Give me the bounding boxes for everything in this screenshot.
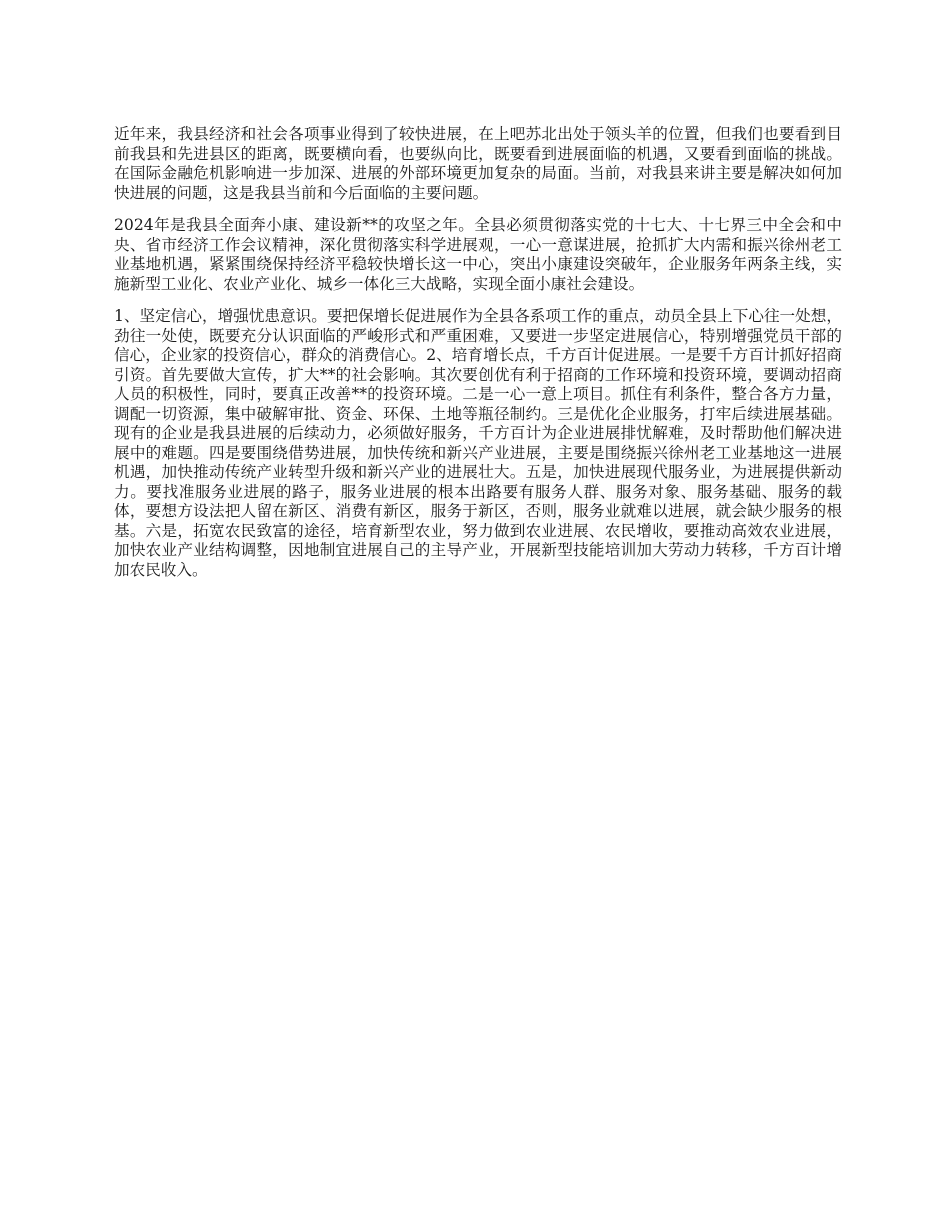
paragraph-2: 2024年是我县全面奔小康、建设新**的攻坚之年。全县必须贯彻落实党的十七大、十七界三中全会和中央、省市经济工作会议精神，深化贯彻落实科学进展观，一心一意谋进展，抢抓扩大内需和振兴徐州老工业基地机遇，紧紧围绕保持经济平稳较快增长这一中心，突出小康建设突破年，企业服务年两条主线，实施新型工业化、农业产业化、城乡一体化三大战略，实现全面小康社会建设。 [114,216,842,293]
document-body [114,125,842,593]
paragraph-3: 1、坚定信心，增强忧患意识。要把保增长促进展作为全县各系项工作的重点，动员全县上下心往一处想，劲往一处使，既要充分认识面临的严峻形式和严重困难，又要进一步坚定进展信心，特别增强党员干部的信心，企业家的投资信心，群众的消费信心。2、培育增长点，千方百计促进展。一是要千方百计抓好招商引资。首先要做大宣传，扩大**的社会影响。其次要创优有利于招商的工作环境和投资环境，要调动招商人员的积极性，同时，要真正改善**的投资环境。二是一心一意上项目。抓住有利条件，整合各方力量，调配一切资源，集中破解审批、资金、环保、土地等瓶径制约。三是优化企业服务，打牢后续进展基础。现有的企业是我县进展的后续动力，必须做好服务，千方百计为企业进展排忧解难，及时帮助他们解决进展中的难题。四是要围绕借势进展，加快传统和新兴产业进展，主要是围绕振兴徐州老工业基地这一进展机遇，加快推动传统产业转型升级和新兴产业的进展壮大。五是，加快进展现代服务业，为进展提供新动力。要找准服务业进展的路子，服务业进展的根本出路要有服务人群、服务对象、服务基础、服务的载体，要想方设法把人留在新区、消费有新区，服务于新区，否则，服务业就难以进展，就会缺少服务的根基。六是，拓宽农民致富的途径，培育新型农业，努力做到农业进展、农民增收，要推动高效农业进展，加快农业产业结构调整，因地制宜进展自己的主导产业，开展新型技能培训加大劳动力转移，千方百计增加农民收入。 [114,307,842,579]
paragraph-1: 近年来，我县经济和社会各项事业得到了较快进展，在上吧苏北出处于领头羊的位置，但我们也要看到目前我县和先进县区的距离，既要横向看，也要纵向比，既要看到进展面临的机遇，又要看到面临的挑战。在国际金融危机影响进一步加深、进展的外部环境更加复杂的局面。当前，对我县来讲主要是解决如何加快进展的问题，这是我县当前和今后面临的主要问题。 [114,125,842,202]
